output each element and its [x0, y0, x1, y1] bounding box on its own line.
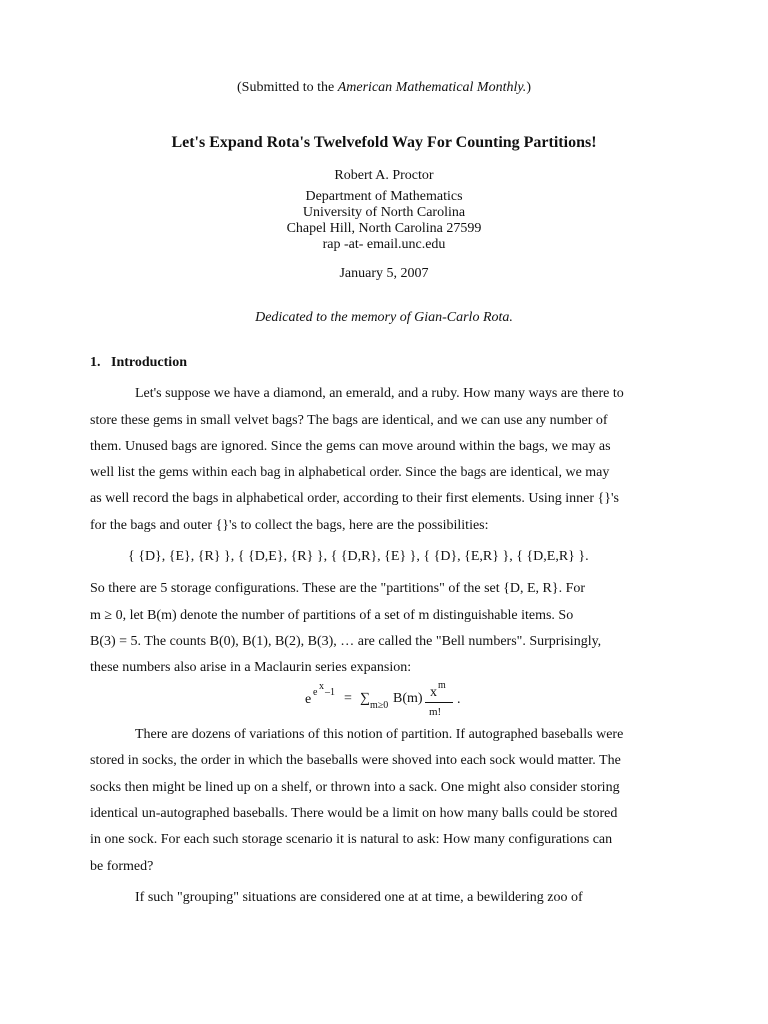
maclaurin-formula [0, 682, 768, 722]
paragraph-line: as well record the bags in alphabetical order, according to their first elements. Using inner {}'s [90, 491, 619, 506]
formula-base: e [305, 692, 312, 707]
formula-equals: = [344, 691, 352, 706]
paragraph-line: identical un-autographed baseballs. There would be a limit on how many balls could be stored [90, 806, 618, 821]
paragraph-line: them. Unused bags are ignored. Since the gems can move around within the bags, we may as [90, 439, 611, 454]
section-number: 1. [90, 355, 101, 370]
paragraph-line: stored in socks, the order in which the baseballs were shoved into each sock would matter. The [90, 753, 621, 768]
submission-suffix: ) [526, 80, 531, 95]
affiliation-line: Chapel Hill, North Carolina 27599 [286, 221, 482, 236]
author-name: Robert A. Proctor [334, 168, 434, 183]
paragraph-line: So there are 5 storage configurations. These are the "partitions" of the set {D, E, R}. For [90, 581, 586, 596]
paragraph-line: be formed? [90, 859, 154, 874]
paragraph-line: If such "grouping" situations are considered one at at time, a bewildering zoo of [135, 890, 583, 905]
paragraph-line: Let's suppose we have a diamond, an emerald, and a ruby. How many ways are there to [135, 386, 624, 401]
paragraph-line: m ≥ 0, let B(m) denote the number of partitions of a set of m distinguishable items. So [90, 608, 574, 623]
paragraph-line: for the bags and outer {}'s to collect the bags, here are the possibilities: [90, 518, 489, 533]
paragraph-line: socks then might be lined up on a shelf, or thrown into a sack. One might also consider storing [90, 780, 620, 795]
paper-date: January 5, 2007 [339, 266, 429, 281]
section-title: Introduction [111, 355, 187, 370]
fraction-bar [425, 702, 453, 703]
formula-exp-minus-one: –1 [325, 687, 335, 698]
formula-term: B(m) [393, 691, 423, 706]
journal-name: American Mathematical Monthly. [337, 80, 527, 95]
partitions-list: { {D}, {E}, {R} }, { {D,E}, {R} }, { {D,R}, {E} }, { {D}, {E,R} }, { {D,E,R} }. [128, 549, 589, 564]
paragraph-line: store these gems in small velvet bags? The bags are identical, and we can use any number of [90, 413, 608, 428]
formula-exp-e: e [313, 687, 318, 698]
paragraph-line: these numbers also arise in a Maclaurin series expansion: [90, 660, 412, 675]
formula-period: . [457, 692, 461, 707]
sigma-symbol: ∑ [360, 691, 370, 706]
paragraph-line: well list the gems within each bag in alphabetical order. Since the bags are identical, we may [90, 465, 610, 480]
formula-numerator-exp: m [438, 680, 446, 691]
paper-title: Let's Expand Rota's Twelvefold Way For Counting Partitions! [171, 134, 597, 151]
formula-sum-index: m≥0 [370, 700, 389, 711]
section-heading [90, 354, 187, 372]
formula-denominator: m! [429, 706, 442, 718]
submission-note [0, 79, 768, 97]
formula-numerator: x [430, 685, 437, 700]
dedication: Dedicated to the memory of Gian-Carlo Rota. [255, 310, 513, 325]
affiliation-line: University of North Carolina [302, 205, 466, 220]
submission-prefix: (Submitted to the [237, 80, 338, 95]
affiliation-line: Department of Mathematics [305, 189, 463, 204]
author-email: rap -at- email.unc.edu [322, 237, 446, 252]
paragraph-line: in one sock. For each such storage scenario it is natural to ask: How many configurations can [90, 832, 613, 847]
formula-exp-x: x [319, 681, 324, 692]
paragraph-line: B(3) = 5. The counts B(0), B(1), B(2), B(3), … are called the "Bell numbers". Surprisingly, [90, 634, 602, 649]
paragraph-line: There are dozens of variations of this notion of partition. If autographed baseballs were [135, 727, 624, 742]
